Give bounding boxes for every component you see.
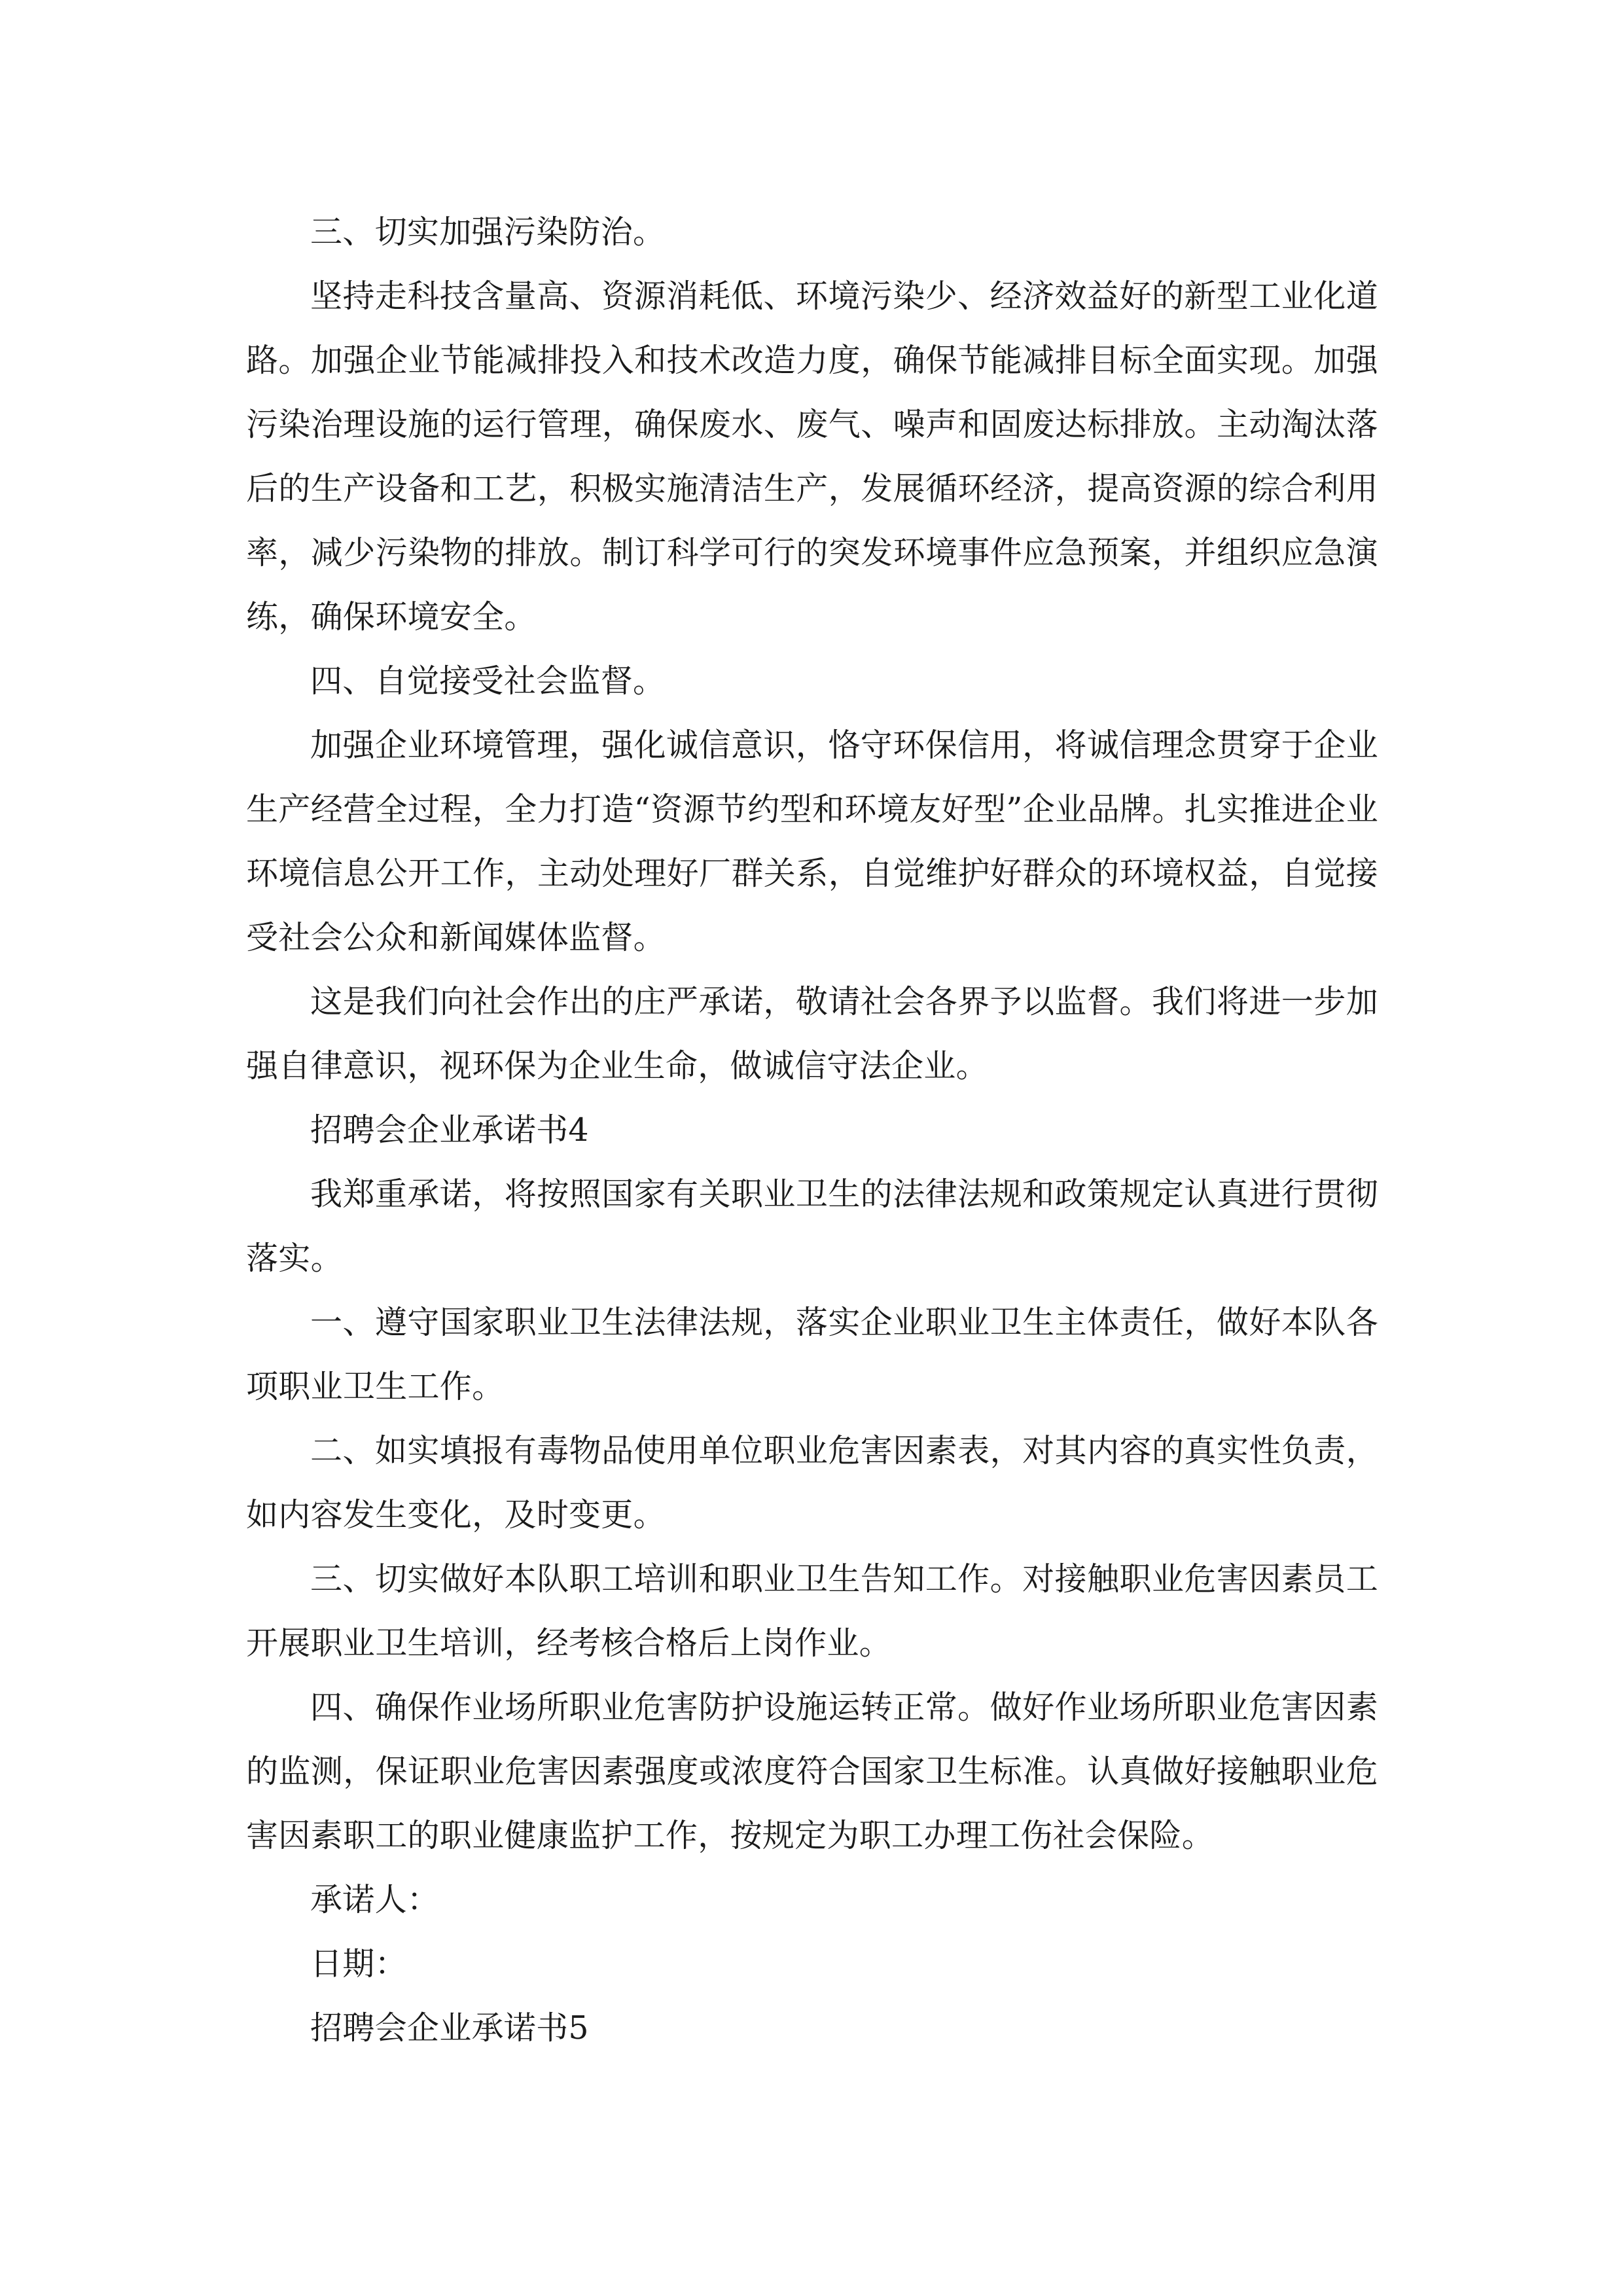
- paragraph-pledge-intro: 我郑重承诺，将按照国家有关职业卫生的法律法规和政策规定认真进行贯彻落实。: [246, 1175, 1378, 1277]
- pledge-item-2: 二、如实填报有毒物品使用单位职业危害因素表，对其内容的真实性负责，如内容发生变化，及时变更。: [246, 1432, 1378, 1534]
- paragraph-solemn-pledge: 这是我们向社会作出的庄严承诺，敬请社会各界予以监督。我们将进一步加强自律意识，视环保为企业生命，做诚信守法企业。: [246, 983, 1378, 1085]
- signer-label: 承诺人：: [310, 1881, 440, 1918]
- document-title-4: 招聘会企业承诺书4: [310, 1111, 589, 1149]
- paragraph-pollution-measures: 坚持走科技含量高、资源消耗低、环境污染少、经济效益好的新型工业化道路。加强企业节能减排投入和技术改造力度，确保节能减排目标全面实现。加强污染治理设施的运行管理，确保废水、废气、噪声和固废达标排放。主动淘汰落后的生产设备和工艺，积极实施清洁生产，发展循环经济，提高资源的综合利用率，减少污染物的排放。制订科学可行的突发环境事件应急预案，并组织应急演练，确保环境安全。: [246, 278, 1378, 636]
- document-body: [246, 200, 1378, 2060]
- document-title-5: 招聘会企业承诺书5: [310, 2009, 589, 2047]
- section-heading-pollution-prevention: 三、切实加强污染防治。: [310, 213, 666, 251]
- pledge-item-1: 一、遵守国家职业卫生法律法规，落实企业职业卫生主体责任，做好本队各项职业卫生工作。: [246, 1304, 1378, 1405]
- section-heading-social-supervision: 四、自觉接受社会监督。: [310, 662, 666, 700]
- pledge-item-4: 四、确保作业场所职业危害防护设施运转正常。做好作业场所职业危害因素的监测，保证职业危害因素强度或浓度符合国家卫生标准。认真做好接触职业危害因素职工的职业健康监护工作，按规定为职工办理工伤社会保险。: [246, 1689, 1378, 1854]
- paragraph-supervision-measures: 加强企业环境管理，强化诚信意识，恪守环保信用，将诚信理念贯穿于企业生产经营全过程，全力打造“资源节约型和环境友好型”企业品牌。扎实推进企业环境信息公开工作，主动处理好厂群关系，自觉维护好群众的环境权益，自觉接受社会公众和新闻媒体监督。: [246, 726, 1378, 956]
- date-label: 日期：: [310, 1945, 407, 1982]
- pledge-item-3: 三、切实做好本队职工培训和职业卫生告知工作。对接触职业危害因素员工开展职业卫生培训，经考核合格后上岗作业。: [246, 1560, 1378, 1662]
